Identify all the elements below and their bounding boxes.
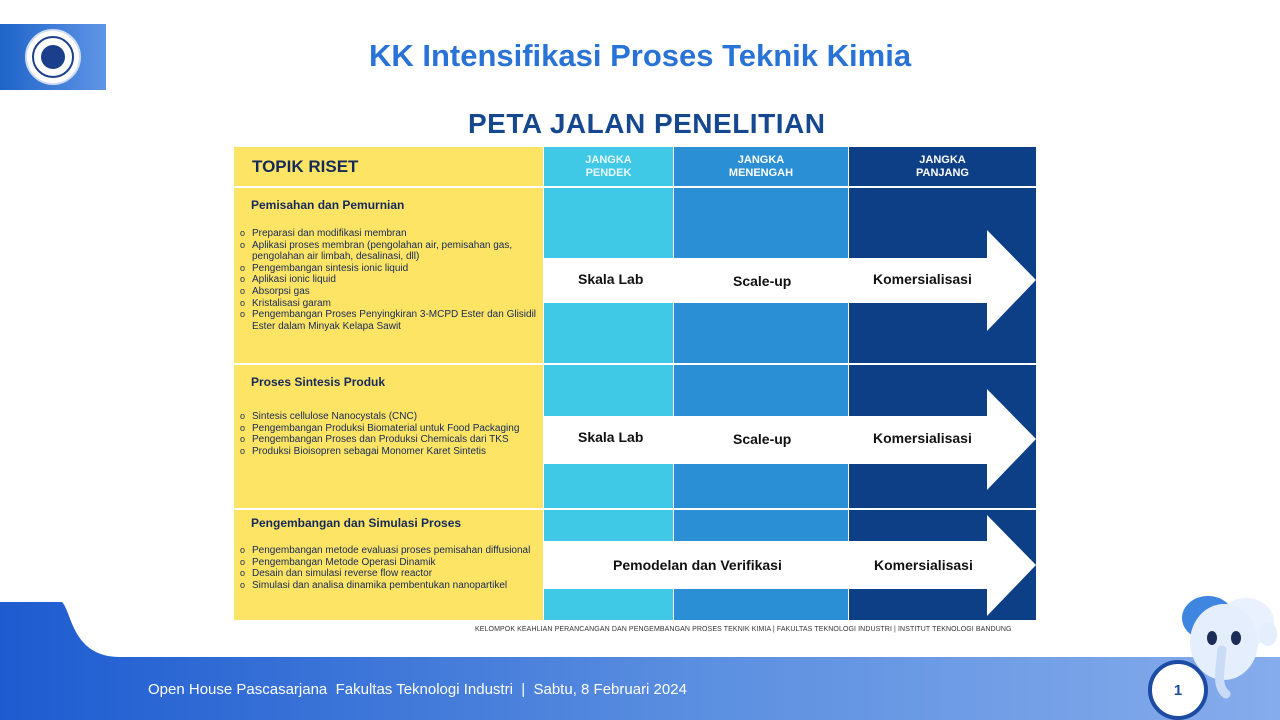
topic-list-2	[240, 411, 540, 457]
list-item: o Absorpsi gas	[240, 286, 540, 298]
credit-line: KELOMPOK KEAHLIAN PERANCANGAN DAN PENGEMBANGAN PROSES TEKNIK KIMIA | FAKULTAS TEKNOLOGI INDUSTRI | INSTITUT TEKNOLOGI BANDUNG	[475, 626, 1012, 633]
col-header-mid: JANGKA MENENGAH	[674, 147, 848, 186]
roadmap-title: PETA JALAN PENELITIAN	[468, 108, 826, 139]
stage-label: Pemodelan dan Verifikasi	[613, 557, 782, 573]
list-item: o Aplikasi ionic liquid	[240, 274, 540, 286]
col-header-short: JANGKA PENDEK	[544, 147, 673, 186]
stage-label: Scale-up	[733, 273, 792, 289]
list-item: o Preparasi dan modifikasi membran	[240, 228, 540, 240]
stage-label: Skala Lab	[578, 429, 644, 445]
list-item: o Kristalisasi garam	[240, 298, 540, 310]
topic-list-1	[240, 228, 540, 332]
footer-band	[0, 602, 1280, 720]
stage-label: Komersialisasi	[874, 557, 973, 573]
list-item: o Produksi Bioisopren sebagai Monomer Karet Sintetis	[240, 446, 540, 458]
topic-title-3: Pengembangan dan Simulasi Proses	[251, 516, 462, 530]
topic-cell-2	[234, 365, 543, 508]
list-item: o Aplikasi proses membran (pengolahan air, pemisahan gas, pengolahan air limbah, desalinasi, dll)	[240, 240, 540, 263]
slide-title: KK Intensifikasi Proses Teknik Kimia	[368, 38, 912, 73]
stage-label: Scale-up	[733, 431, 792, 447]
col-header-long: JANGKA PANJANG	[849, 147, 1036, 186]
list-item: o Sintesis cellulose Nanocystals (CNC)	[240, 411, 540, 423]
topik-header: TOPIK RISET	[234, 147, 543, 186]
list-item: o Desain dan simulasi reverse flow reactor	[240, 568, 540, 580]
topic-title-1: Pemisahan dan Pemurnian	[251, 198, 405, 212]
list-item: o Simulasi dan analisa dinamika pembentukan nanopartikel	[240, 580, 540, 592]
list-item: o Pengembangan Proses Penyingkiran 3-MCPD Ester dan Glisidil Ester dalam Minyak Kelapa Sawit	[240, 309, 540, 332]
list-item: o Pengembangan Produksi Biomaterial untuk Food Packaging	[240, 423, 540, 435]
list-item: o Pengembangan Proses dan Produksi Chemicals dari TKS	[240, 434, 540, 446]
list-item: o Pengembangan metode evaluasi proses pemisahan diffusional	[240, 545, 540, 557]
topic-title-2: Proses Sintesis Produk	[251, 375, 386, 389]
topic-cell-1	[234, 188, 543, 363]
roadmap-table	[234, 147, 1036, 620]
stage-label: Komersialisasi	[873, 271, 972, 287]
footer-text: Open House Pascasarjana Fakultas Teknologi Industri | Sabtu, 8 Februari 2024	[148, 681, 687, 698]
page-number-badge: 1	[1148, 660, 1208, 720]
stage-label: Komersialisasi	[873, 430, 972, 446]
stage-label: Skala Lab	[578, 271, 644, 287]
topic-list-3	[240, 545, 540, 591]
list-item: o Pengembangan sintesis ionic liquid	[240, 263, 540, 275]
list-item: o Pengembangan Metode Operasi Dinamik	[240, 557, 540, 569]
